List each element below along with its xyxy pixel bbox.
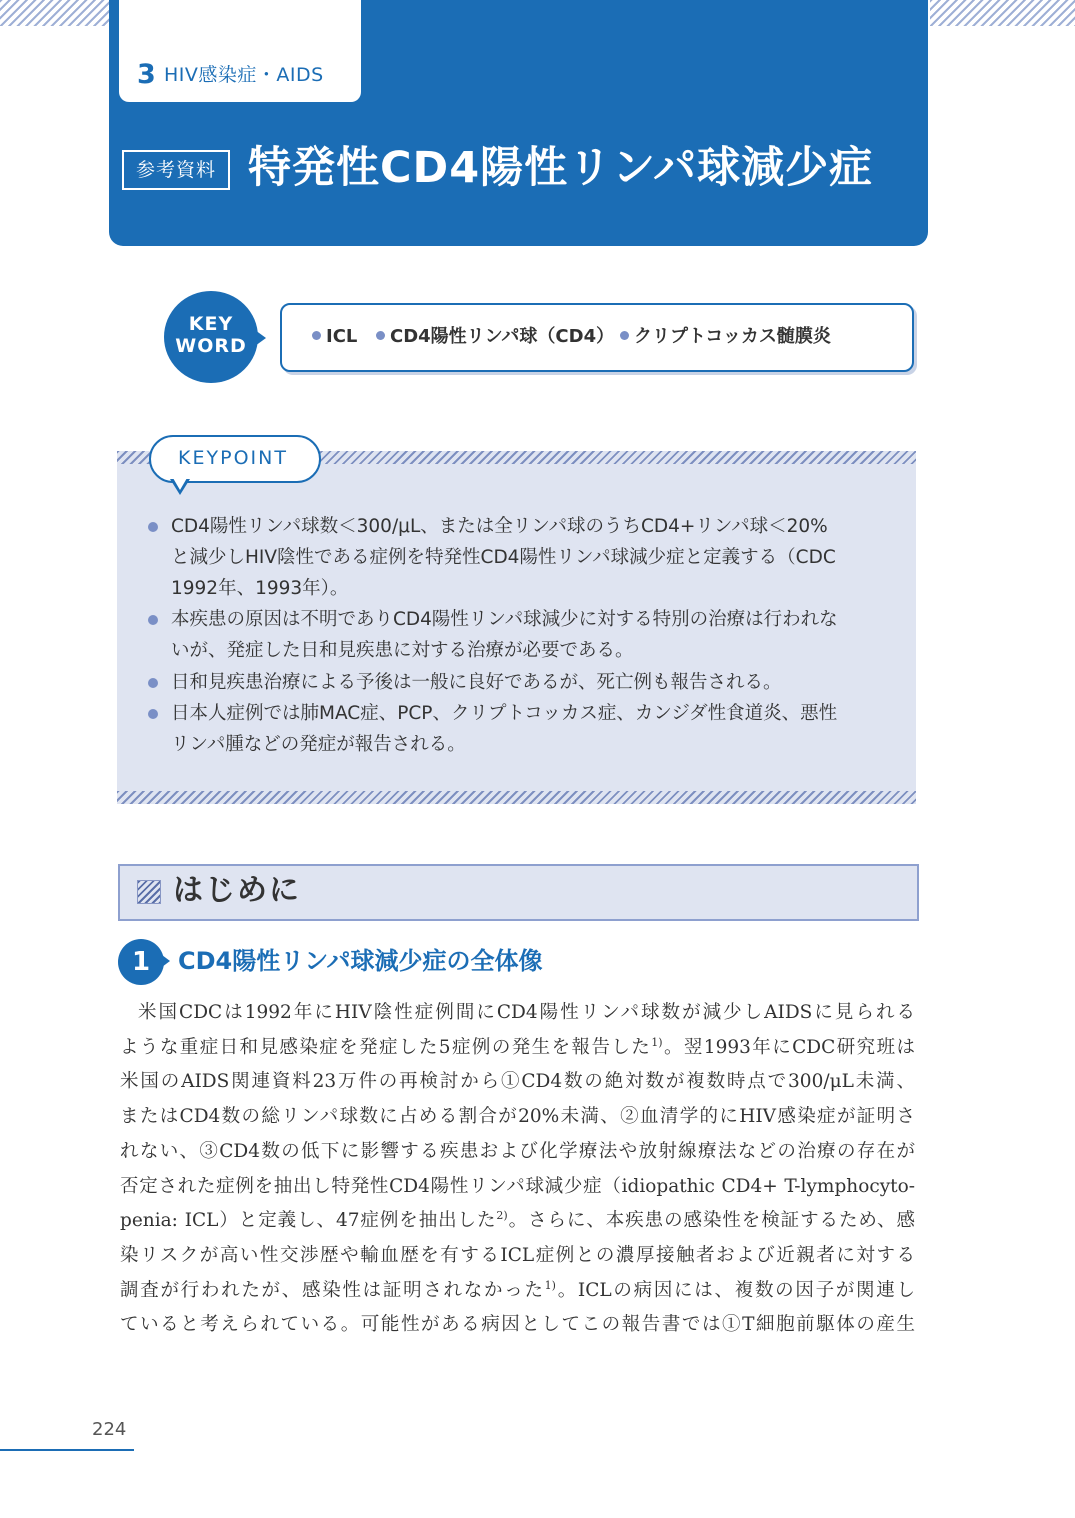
body-line: ていると考えられている。可能性がある病因としてこの報告書では①T細胞前駆体の産生 — [120, 1314, 915, 1335]
header-hatch-right — [930, 0, 1075, 26]
hatch-square-icon — [137, 880, 161, 904]
keyword-item: CD4陽性リンパ球（CD4） — [376, 326, 614, 348]
keypoint-line: と減少しHIV陰性である症例を特発性CD4陽性リンパ球減少症と定義する（CDC — [171, 547, 836, 568]
bullet-icon — [148, 615, 158, 625]
section-title: はじめに — [173, 873, 301, 908]
bullet-icon — [312, 331, 321, 340]
keypoint-bottom-stripe — [117, 791, 916, 804]
keypoint-line: 本疾患の原因は不明でありCD4陽性リンパ球減少に対する特別の治療は行われな — [171, 609, 838, 630]
body-line: 米国CDCは1992年にHIV陰性症例間にCD4陽性リンパ球数が減少しAIDSに見られる — [138, 1002, 915, 1023]
chapter-number: 3 — [137, 59, 156, 90]
citation: 1) — [651, 1035, 663, 1049]
citation: 2) — [496, 1208, 508, 1222]
keypoint-line: 日本人症例では肺MAC症、PCP、クリプトコッカス症、カンジダ性食道炎、悪性 — [171, 703, 838, 724]
reference-badge: 参考資料 — [122, 150, 230, 190]
bullet-icon — [620, 331, 629, 340]
subsection-title: CD4陽性リンパ球減少症の全体像 — [178, 947, 543, 975]
bullet-icon — [148, 522, 158, 532]
bullet-icon — [148, 709, 158, 719]
keypoint-line: リンパ腫などの発症が報告される。 — [171, 734, 466, 755]
keypoint-label: KEYPOINT — [178, 447, 288, 469]
footer-rule — [0, 1449, 134, 1451]
bullet-icon — [148, 678, 158, 688]
page-number: 224 — [92, 1419, 127, 1440]
body-line: ような重症日和見感染症を発症した5症例の発生を報告した$^{1)}$。翌1993年にCDC研究班は — [120, 1035, 915, 1058]
speech-tail-inner — [173, 478, 187, 490]
body-line: penia: ICL）と定義し、47症例を抽出した$^{2)}$。さらに、本疾患の感染性を検証するため、感 — [120, 1208, 915, 1231]
body-line: れない、③CD4数の低下に影響する疾患および化学療法や放射線療法などの治療の存在が — [120, 1141, 915, 1162]
citation: 1) — [544, 1278, 556, 1292]
keypoint-line: いが、発症した日和見疾患に対する治療が必要である。 — [171, 640, 634, 661]
bullet-icon — [376, 331, 385, 340]
body-line: 調査が行われたが、感染性は証明されなかった$^{1)}$。ICLの病因には、複数の因子が関連し — [120, 1278, 915, 1301]
body-line: 染リスクが高い性交渉歴や輸血歴を有するICL症例との濃厚接触者および近親者に対する — [120, 1245, 915, 1266]
page-title: 特発性CD4陽性リンパ球減少症 — [248, 143, 874, 193]
keyword-item: クリプトコッカス髄膜炎 — [620, 326, 831, 348]
header-hatch-left — [0, 0, 110, 26]
subsection-number: 1 — [131, 947, 151, 977]
body-line: 否定された症例を抽出し特発性CD4陽性リンパ球減少症（idiopathic CD4+ T-lymphocyto- — [120, 1176, 915, 1197]
keypoint-line: 日和見疾患治療による予後は一般に良好であるが、死亡例も報告される。 — [171, 672, 782, 693]
chapter-title: HIV感染症・AIDS — [164, 64, 324, 86]
body-line: 米国のAIDS関連資料23万件の再検討から①CD4数の絶対数が複数時点で300/μL未満、 — [120, 1071, 915, 1092]
keypoint-line: 1992年、1993年）。 — [171, 578, 349, 599]
body-line: またはCD4数の総リンパ球数に占める割合が20%未満、②血清学的にHIV感染症が証明さ — [120, 1106, 915, 1127]
keyword-label-line2: WORD — [175, 335, 247, 357]
keyword-label-line1: KEY — [188, 313, 234, 335]
keypoint-line: CD4陽性リンパ球数＜300/μL、または全リンパ球のうちCD4+リンパ球＜20% — [171, 516, 828, 537]
keyword-item: ICL — [312, 326, 357, 348]
